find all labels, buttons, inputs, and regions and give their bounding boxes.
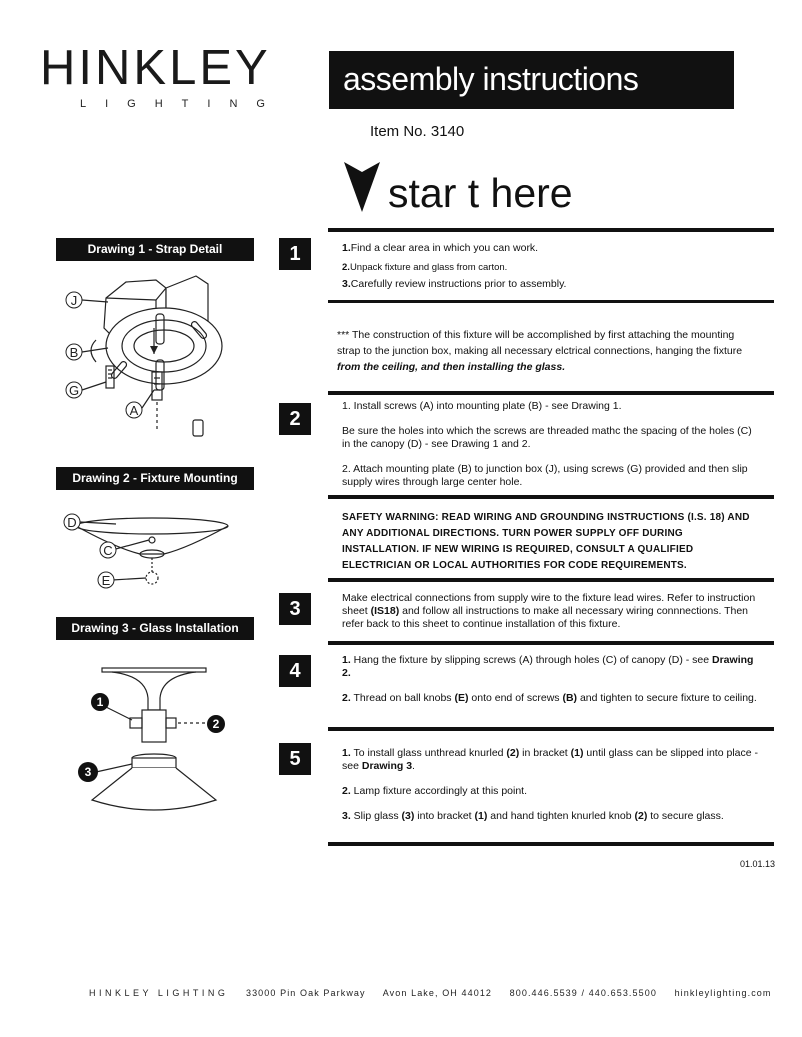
footer-address: 33000 Pin Oak Parkway (245, 988, 366, 998)
step2-para1: 1. Install screws (A) into mounting plate (B) - see Drawing 1. (342, 400, 622, 412)
callout-3: 3 (84, 765, 92, 779)
divider (328, 578, 774, 582)
callout-a: A (129, 403, 139, 418)
step3-text: Make electrical connections from supply wire to the fixture lead wires. Refer to instruction sheet (IS18) and follow all instructions to make all necessary wiring connnections. Then refer back to this sheet to continue installation of this fixture. (342, 592, 756, 630)
footer-website[interactable]: hinkleylighting.com (674, 988, 772, 998)
safety-warning: SAFETY WARNING: READ WIRING AND GROUNDING INSTRUCTIONS (I.S. 18) AND ANY ADDITIONAL DIRECTIONS. TURN POWER SUPPLY OFF DURING INSTALLATION. IF NEW WIRING IS REQUIRED, CONSULT A QUALIFIED ELECTRICIAN OR LOCAL AUTHORITIES FOR CODE REQUIREMENTS. (342, 512, 750, 571)
divider (328, 842, 774, 846)
footer-city: Avon Lake, OH 44012 (382, 988, 493, 998)
glass-installation-drawing (56, 660, 266, 830)
start-here-heading: star t here (388, 170, 573, 216)
page-title: assembly instructions (343, 61, 639, 97)
divider (328, 300, 774, 303)
callout-e: E (101, 573, 111, 588)
step1-line2: 2.Unpack fixture and glass from carton. (342, 262, 508, 273)
construction-note: *** The construction of this fixture will be accomplished by first attaching the mounting strap to the junction box, making all necessary elctrical connections, hanging the fixture from the ceiling, and then installing the glass. (337, 329, 743, 373)
revision-date: 01.01.13 (740, 859, 776, 869)
divider (328, 228, 774, 232)
step1-line1: 1.Find a clear area in which you can work. (342, 242, 539, 254)
callout-2: 2 (212, 717, 220, 731)
callout-j: J (70, 293, 78, 308)
step5-para1: 1. To install glass unthread knurled (2) in bracket (1) until glass can be slipped into place - see Drawing 3. (342, 747, 758, 772)
strap-detail-drawing (56, 270, 266, 445)
down-arrow-icon (344, 162, 384, 212)
divider (328, 641, 774, 645)
footer-phone: 800.446.5539 / 440.653.5500 (509, 988, 657, 998)
step4-para2: 2. Thread on ball knobs (E) onto end of screws (B) and tighten to secure fixture to ceiling. (342, 692, 757, 704)
divider (328, 391, 774, 395)
step-number-2: 2 (279, 403, 311, 435)
step-number-3: 3 (279, 593, 311, 625)
divider (328, 727, 774, 731)
item-number: Item No. 3140 (370, 123, 465, 140)
step5-para2: 2. Lamp fixture accordingly at this point. (342, 785, 528, 797)
callout-b: B (69, 345, 79, 360)
step2-para3: 2. Attach mounting plate (B) to junction box (J), using screws (G) provided and then slip supply wires through large center hole. (342, 463, 748, 488)
drawing1-label: Drawing 1 - Strap Detail (56, 238, 254, 261)
step-number-1: 1 (279, 238, 311, 270)
callout-d: D (67, 515, 77, 530)
step5-para3: 3. Slip glass (3) into bracket (1) and hand tighten knurled knob (2) to secure glass. (342, 810, 724, 822)
title-banner (329, 51, 734, 109)
footer (89, 988, 786, 998)
logo-wordmark: HINKLEY (40, 41, 271, 95)
step1-line3: 3.Carefully review instructions prior to assembly. (342, 278, 567, 290)
footer-brand: HINKLEY LIGHTING (89, 988, 229, 998)
step2-para2: Be sure the holes into which the screws are threaded mathc the spacing of the holes (C) in the canopy (D) - see Drawing 1 and 2. (342, 425, 752, 450)
drawing2-label: Drawing 2 - Fixture Mounting (56, 467, 254, 490)
drawing3-label: Drawing 3 - Glass Installation (56, 617, 254, 640)
callout-g: G (68, 383, 80, 398)
callout-c: C (103, 543, 113, 558)
divider (328, 495, 774, 499)
step4-para1: 1. Hang the fixture by slipping screws (A) through holes (C) of canopy (D) - see Drawing 2. (342, 654, 754, 679)
logo-subtitle: LIGHTING (80, 98, 284, 110)
step-number-5: 5 (279, 743, 311, 775)
callout-1: 1 (96, 695, 104, 709)
fixture-mounting-drawing (56, 508, 266, 598)
step-number-4: 4 (279, 655, 311, 687)
